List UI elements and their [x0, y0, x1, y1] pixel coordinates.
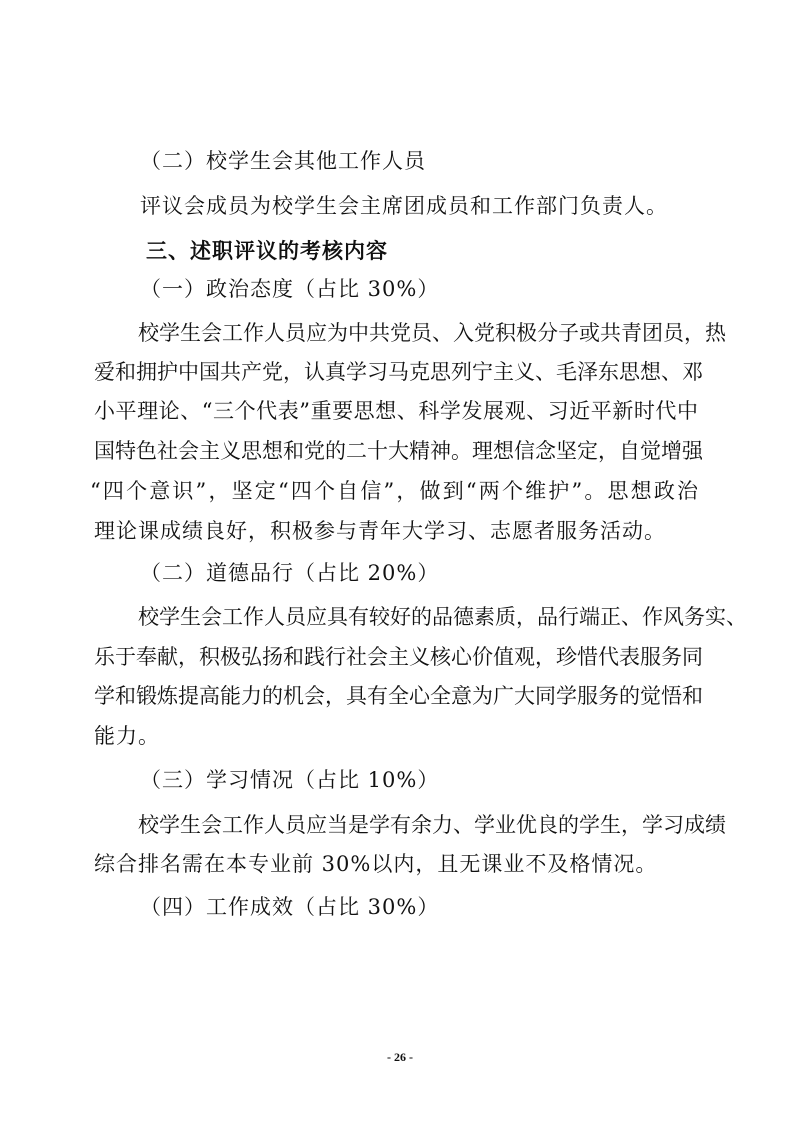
paragraph-line: 学和锻炼提高能力的机会，具有全心全意为广大同学服务的觉悟和	[94, 684, 703, 708]
paragraph-line: 校学生会工作人员应为中共党员、入党积极分子或共青团员，热	[138, 321, 726, 345]
subsection-heading-work-results: （四）工作成效（占比 30%）	[140, 895, 440, 919]
paragraph-line: 评议会成员为校学生会主席团成员和工作部门负责人。	[140, 194, 668, 218]
section-heading-assessment-content: 三、述职评议的考核内容	[146, 238, 388, 263]
paragraph-line: 小平理论、“三个代表”重要思想、科学发展观、习近平新时代中	[94, 399, 698, 423]
paragraph-line: 爱和拥护中国共产党，认真学习马克思列宁主义、毛泽东思想、邓	[94, 360, 703, 384]
paragraph-line: 国特色社会主义思想和党的二十大精神。理想信念坚定，自觉增强	[94, 439, 703, 463]
subsection-heading-political-attitude: （一）政治态度（占比 30%）	[140, 277, 440, 301]
subsection-heading-moral-conduct: （二）道德品行（占比 20%）	[140, 561, 440, 585]
paragraph-line: 校学生会工作人员应具有较好的品德素质，品行端正、作风务实、	[138, 605, 747, 629]
paragraph-line: 综合排名需在本专业前 30%以内，且无课业不及格情况。	[94, 852, 658, 876]
paragraph-line: 乐于奉献，积极弘扬和践行社会主义核心价值观，珍惜代表服务同	[94, 645, 703, 669]
subsection-heading-study: （三）学习情况（占比 10%）	[140, 768, 440, 792]
paragraph-line: 能力。	[94, 724, 160, 748]
section-heading-other-staff: （二）校学生会其他工作人员	[140, 149, 426, 173]
page-number: - 26 -	[387, 1050, 413, 1064]
paragraph-line: 理论课成绩良好，积极参与青年大学习、志愿者服务活动。	[94, 519, 666, 543]
paragraph-line: 校学生会工作人员应当是学有余力、学业优良的学生，学习成绩	[138, 813, 726, 837]
paragraph-line: “四个意识”，坚定“四个自信”，做到“两个维护”。思想政治	[90, 479, 698, 503]
